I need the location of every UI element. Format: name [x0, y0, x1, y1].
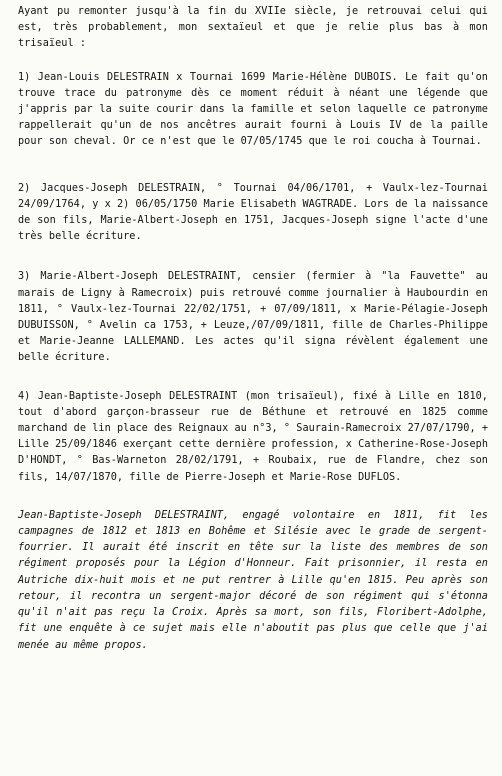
entry-1-paragraph: 1) Jean-Louis DELESTRAIN x Tournai 1699 Marie-Hélène DUBOIS. Le fait qu'on trouve trace du patronyme dès ce moment réduit à néant une légende que j'appris par la suite courir dans la famille et selon laquelle ce patronyme rappellerait qu'un de nos ancêtres aurait fourni à Louis IV de la paille pour son cheval. Or ce n'est que le 07/05/1745 que le roi coucha à Tournai. [18, 71, 495, 148]
military-career-paragraph: Jean-Baptiste-Joseph DELESTRAINT, engagé volontaire en 1811, fit les campagnes de 1812 et 1813 en Bohême et Silésie avec le grade de sergent-fourrier. Il aurait été inscrit en tête sur la liste des membres de son régiment proposés pour la Légion d'Honneur. Fait prisonnier, il resta en Autriche dix-huit mois et ne put rentrer à Lille qu'en 1815. Peu après son retour, il recontra un sergent-major décoré de son régiment qui s'étonna qu'il n'ait pas reçu la Croix. Après sa mort, son fils, Floribert-Adolphe, fit une enquête à ce sujet mais elle n'aboutit pas plus que celle que j'ai menée au même propos. [18, 509, 495, 651]
entry-2-paragraph: 2) Jacques-Joseph DELESTRAIN, ° Tournai 04/06/1701, + Vaulx-lez-Tournai 24/09/1764, y x 2) 06/05/1750 Marie Elisabeth WAGTRADE. Lors de la naissance de son fils, Marie-Albert-Joseph en 1751, Jacques-Joseph signe l'acte d'une très belle écriture. [18, 182, 495, 243]
entry-3-paragraph: 3) Marie-Albert-Joseph DELESTRAINT, censier (fermier à "la Fauvette" au marais de Ligny à Ramecroix) puis retrouvé comme journalier à Haubourdin en 1811, ° Vaulx-lez-Tournai 22/02/1751, + 07/09/1811, x Marie-Pélagie-Joseph DUBUISSON, ° Avelin ca 1753, + Leuze,/07/09/1811, fille de Charles-Philippe et Marie-Jeanne LALLEMAND. Les actes qu'il signa révèlent également une belle écriture. [18, 271, 495, 364]
entry-4-paragraph: 4) Jean-Baptiste-Joseph DELESTRAINT (mon trisaïeul), fixé à Lille en 1810, tout d'abord garçon-brasseur rue de Béthune et retrouvé en 1825 comme marchand de lin place des Reignaux au n°3, ° Saurain-Ramecroix 27/07/1790, + Lille 25/09/1846 exerçant cette dernière profession, x Catherine-Rose-Joseph D'HONDT, ° Bas-Warneton 28/02/1791, + Roubaix, rue de Flandre, chez son fils, 14/07/1870, fille de Pierre-Joseph et Marie-Rose DUFLOS. [18, 390, 495, 483]
intro-paragraph: Ayant pu remonter jusqu'à la fin du XVIIe siècle, je retrouvai celui qui est, très probablement, mon sextaïeul et que je relie plus bas à mon trisaïeul : [18, 6, 495, 50]
